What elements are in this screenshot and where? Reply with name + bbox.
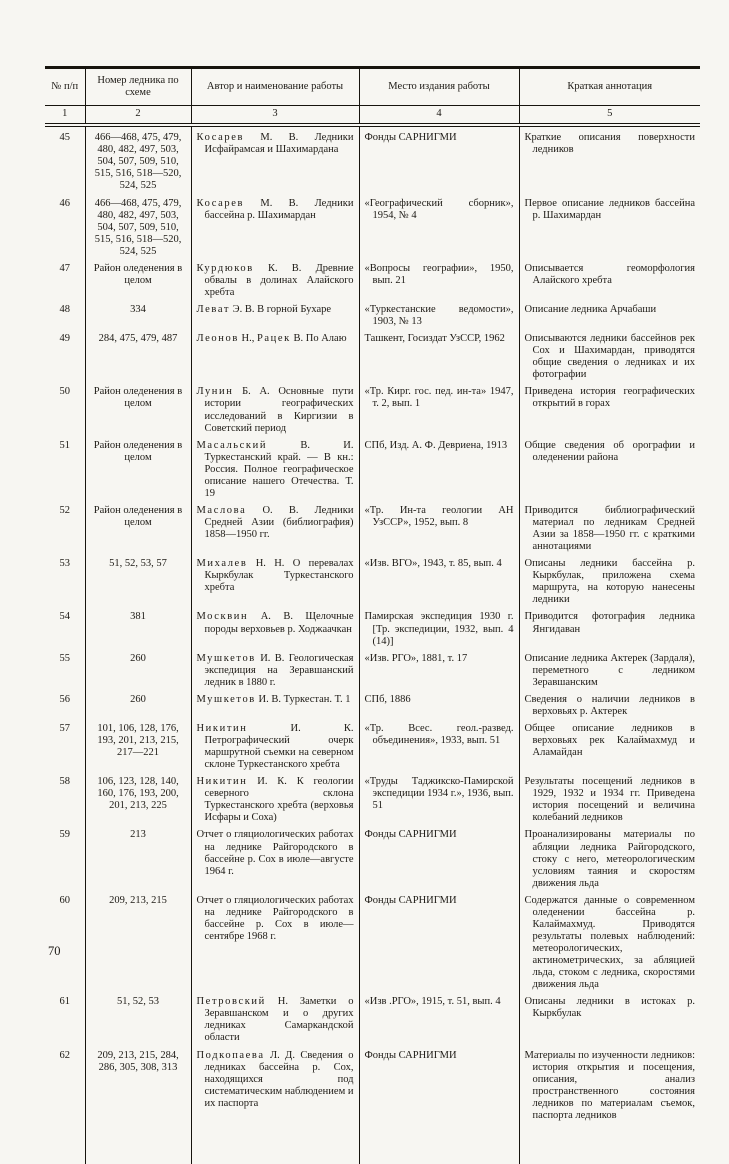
annotation-cell: Краткие описания поверхности ледников [519,125,700,192]
work-title-text: В. По Алаю [290,333,347,345]
glacier-numbers-cell: 334 [85,299,191,328]
glacier-numbers-cell: Район оледенения в целом [85,435,191,500]
col-index-3: 3 [191,106,359,126]
row-number-cell: 56 [59,693,70,705]
glacier-numbers-cell: Район оледенения в целом [85,258,191,299]
row-number-cell: 59 [59,829,70,841]
publication-place-cell: Ташкент, Госиздат УзССР, 1962 [359,328,519,381]
author-work-cell [191,689,359,718]
author-work-cell [191,890,359,992]
annotation-cell: Приведена история географических открытий в горах [519,381,700,434]
author-work-cell [191,328,359,381]
annotation-cell: Содержатся данные о современном оледенении бассейна р. Калаймахмуд. Приводятся результаты полевых наблюдений: метеорологических, актинометрических, за абляцией льда, стоком с ледника, скоростями движения льда [519,890,700,992]
annotation-cell: Материалы по изученности ледников: история открытия и посещения, описания, анализ пространственного состояния ледников по материалам съемок, паспорта ледников [519,1045,700,1164]
row-number-cell: 53 [59,558,70,570]
table-row [45,381,700,434]
col-header-place: Место издания работы [359,68,519,106]
publication-place-cell: «Тр. Всес. геол.-развед. объединения», 1933, вып. 51 [359,718,519,771]
publication-place-cell: «Географический сборник», 1954, № 4 [359,193,519,258]
publication-place-cell: «Тр. Ин-та геологии АН УзССР», 1952, вып. 8 [359,500,519,553]
glacier-numbers-cell: Район оледенения в целом [85,381,191,434]
author-name: Косарев [196,197,245,209]
table-row [45,606,700,647]
work-title-text: Л. Д. Сведения о ледниках бассейна р. Сох, находящихся под систематическим наблюдением и их паспорта [204,1049,354,1109]
col-header-annotation: Краткая аннотация [519,68,700,106]
author-name: Курдюков [196,262,254,274]
work-title-text: М. В. Ледники Исфайрамсая и Шахимардана [204,132,354,156]
author-name: Мушкетов [196,652,256,664]
annotation-cell: Сведения о наличии ледников в верховьях р. Актерек [519,689,700,718]
author-name: Леват [196,304,231,315]
col-index-4: 4 [359,106,519,126]
col-index-2: 2 [85,106,191,126]
glacier-numbers-cell: 466—468, 475, 479, 480, 482, 497, 503, 504, 507, 509, 510, 515, 516, 518—520, 524, 525 [85,193,191,258]
work-title-text: К. В. Древние обвалы в долинах Алайского хребта [204,262,354,298]
author-name: Леонов [196,333,239,345]
header-index-row [45,106,700,126]
publication-place-cell: «Вопросы географии», 1950, вып. 21 [359,258,519,299]
glacier-numbers-cell: 284, 475, 479, 487 [85,328,191,381]
annotation-cell: Первое описание ледников бассейна р. Шахимардан [519,193,700,258]
publication-place-cell: «Тр. Кирг. гос. пед. ин-та» 1947, т. 2, вып. 1 [359,381,519,434]
annotation-cell: Описаны ледники бассейна р. Кыркбулак, приложена схема маршрута, на которую нанесены ледники [519,553,700,606]
work-title-text: Б. А. Основные пути истории географических исследований в Киргизии в Советский период [204,386,354,434]
work-title-text: Н., [238,333,257,345]
author-work-cell [191,193,359,258]
author-work-cell [191,553,359,606]
publication-place-cell: Фонды САРНИГМИ [359,890,519,992]
glacier-numbers-cell: 51, 52, 53, 57 [85,553,191,606]
table-row [45,1045,700,1164]
col-index-5: 5 [519,106,700,126]
row-number-cell: 46 [59,197,70,209]
table-row [45,125,700,192]
glacier-numbers-cell: 209, 213, 215, 284, 286, 305, 308, 313 [85,1045,191,1164]
table-row [45,328,700,381]
table-row [45,553,700,606]
publication-place-cell: «Труды Таджикско-Памирской экспедиции 1934 г.», 1936, вып. 51 [359,771,519,824]
glacier-numbers-cell: 101, 106, 128, 176, 193, 201, 213, 215, 217—221 [85,718,191,771]
publication-place-cell: Фонды САРНИГМИ [359,1045,519,1164]
glacier-numbers-cell: 381 [85,606,191,647]
row-number-cell: 48 [59,304,70,315]
glacier-numbers-cell: 106, 123, 128, 140, 160, 176, 193, 200, 201, 213, 225 [85,771,191,824]
work-title-text: О. В. Ледники Средней Азии (библиография) 1858—1950 гг. [204,504,354,541]
row-number-cell: 57 [59,722,70,734]
table-header [45,68,700,126]
author-name: Маслова [196,504,247,516]
author-name: Масальский [196,439,268,451]
author-work-cell [191,824,359,889]
author-name: Косарев [196,132,245,144]
table-row [45,193,700,258]
glacier-numbers-cell: 213 [85,824,191,889]
author-work-cell [191,718,359,771]
publication-place-cell: Фонды САРНИГМИ [359,125,519,192]
author-name: Подкопаева [196,1049,265,1061]
row-number-cell: 45 [59,132,70,144]
publication-place-cell: Фонды САРНИГМИ [359,824,519,889]
work-title-text: Н. Заметки о Зеравшанском и о других ледниках Самаркандской области [204,996,354,1044]
work-title-text: И. В. Туркестан. Т. 1 [255,693,351,705]
glacier-numbers-cell: 260 [85,648,191,689]
author-work-cell [191,125,359,192]
annotation-cell: Описание ледника Арчабаши [519,299,700,328]
author-name: Москвин [196,611,249,623]
bibliography-table [45,66,700,1164]
table-body [45,125,700,1164]
author-work-cell [191,500,359,553]
publication-place-cell: «Туркестанские ведомости», 1903, № 13 [359,299,519,328]
col-header-num: № п/п [45,68,85,106]
glacier-numbers-cell: Район оледенения в целом [85,500,191,553]
author-work-cell [191,771,359,824]
annotation-cell: Описаны ледники в истоках р. Кыркбулак [519,991,700,1044]
author-name: Мушкетов [196,693,256,705]
work-title-text: И. К. Петрографический очерк маршрутной съемки на северном склоне Туркестанского хребта [204,722,354,771]
author-name: Михалев [196,558,248,570]
col-index-1: 1 [45,106,85,126]
row-number-cell: 50 [59,386,70,398]
table-row [45,689,700,718]
author-name: Лунин [196,386,234,398]
table-row [45,648,700,689]
publication-place-cell: СПб, Изд. А. Ф. Девриена, 1913 [359,435,519,500]
author-work-cell [191,991,359,1044]
work-title-text: В. И. Туркестанский край. — В кн.: Россия. Полное географическое описание нашего Отечества. Т. 19 [204,439,354,499]
table-row [45,500,700,553]
author-name: Никитин [196,776,248,788]
annotation-cell: Проанализированы материалы по абляции ледника Райгородского, стоку с него, метеорологическим условиям таяния и скоростям движения льда [519,824,700,889]
row-number-cell: 61 [59,996,70,1008]
row-number-cell: 52 [59,504,70,516]
page-number: 70 [48,944,61,958]
work-title-text: Отчет о гляциологических работах на леднике Райгородского в бассейне р. Сох в июле—сентябре 1968 г. [196,894,354,942]
author-work-cell [191,381,359,434]
col-header-work: Автор и наименование работы [191,68,359,106]
annotation-cell: Описываются ледники бассейнов рек Сох и Шахимардан, приводятся общие сведения о ледниках и их фотографии [519,328,700,381]
table-row [45,824,700,889]
publication-place-cell: СПб, 1886 [359,689,519,718]
work-title-text: И. В. Геологическая экспедиция на Зеравшанский ледник в 1880 г. [204,652,354,688]
work-title-text: А. В. Щелочные породы верховьев р. Ходжаачкан [204,611,354,635]
row-number-cell: 62 [59,1049,70,1061]
table-row [45,771,700,824]
annotation-cell: Общее описание ледников в верховьях рек Калаймахмуд и Аламайдан [519,718,700,771]
author-name: Рацек [256,333,291,345]
row-number-cell: 47 [59,262,70,274]
author-work-cell [191,648,359,689]
author-name: Петровский [196,996,266,1008]
author-work-cell [191,299,359,328]
annotation-cell: Приводится библиографический материал по ледникам Средней Азии за 1858—1950 гг. с краткими аннотациями [519,500,700,553]
work-title-text: И. К. К геологии северного склона Туркестанского хребта (верховья Исфары и Соха) [204,776,354,824]
row-number-cell: 54 [59,611,70,623]
table-row [45,258,700,299]
table-row [45,718,700,771]
annotation-cell: Описание ледника Актерек (Зардаля), переметного с ледником Зеравшанским [519,648,700,689]
annotation-cell: Приводится фотография ледника Янгидаван [519,606,700,647]
author-work-cell [191,606,359,647]
annotation-cell: Описывается геоморфология Алайского хребта [519,258,700,299]
glacier-numbers-cell: 209, 213, 215 [85,890,191,992]
annotation-cell: Общие сведения об орографии и оледенении района [519,435,700,500]
author-name: Никитин [196,722,248,734]
work-title-text: Н. Н. О перевалах Кыркбулак Туркестанского хребта [204,558,354,594]
col-header-glacier: Номер ледника по схеме [85,68,191,106]
publication-place-cell: Памирская экспедиция 1930 г. [Тр. экспедиции, 1932, вып. 4 (14)] [359,606,519,647]
table-row [45,991,700,1044]
annotation-cell: Результаты посещений ледников в 1929, 1932 и 1934 гг. Приведена история посещений и величина колебаний ледников [519,771,700,824]
glacier-numbers-cell: 466—468, 475, 479, 480, 482, 497, 503, 504, 507, 509, 510, 515, 516, 518—520, 524, 525 [85,125,191,192]
table-row [45,299,700,328]
header-titles-row [45,68,700,106]
row-number-cell: 49 [59,333,70,345]
work-title-text: М. В. Ледники бассейна р. Шахимардан [204,197,354,221]
publication-place-cell: «Изв. ВГО», 1943, т. 85, вып. 4 [359,553,519,606]
row-number-cell: 55 [59,652,70,664]
row-number-cell: 60 [59,894,70,906]
publication-place-cell: «Изв .РГО», 1915, т. 51, вып. 4 [359,991,519,1044]
row-number-cell: 51 [59,439,70,451]
row-number-cell: 58 [59,776,70,788]
glacier-numbers-cell: 51, 52, 53 [85,991,191,1044]
table-row [45,890,700,992]
author-work-cell [191,435,359,500]
table-row [45,435,700,500]
author-work-cell [191,1045,359,1164]
publication-place-cell: «Изв. РГО», 1881, т. 17 [359,648,519,689]
work-title-text: Отчет о гляциологических работах на леднике Райгородского в бассейне р. Сох в июле—августе 1964 г. [196,829,354,877]
work-title-text: Э. В. В горной Бухаре [230,304,332,315]
glacier-numbers-cell: 260 [85,689,191,718]
author-work-cell [191,258,359,299]
